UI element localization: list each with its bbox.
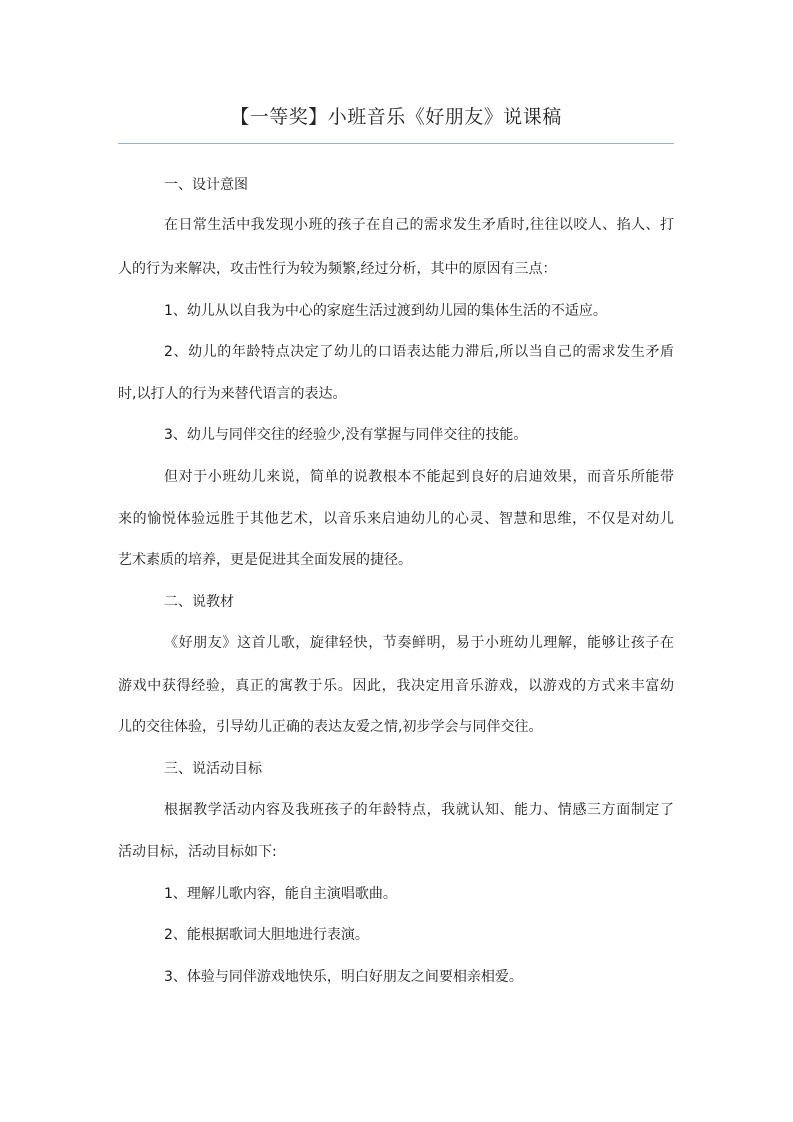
section-heading-activity-goals: 三、说活动目标 <box>164 761 262 777</box>
list-item: 2、能根据歌词大胆地进行表演。 <box>164 927 369 943</box>
paragraph-line: 来的愉悦体验远胜于其他艺术，以音乐来启迪幼儿的心灵、智慧和思维，不仅是对幼儿 <box>118 511 674 527</box>
list-item: 3、幼儿与同伴交往的经验少,没有掌握与同伴交往的技能。 <box>164 427 528 443</box>
paragraph-line: 《好朋友》这首儿歌，旋律轻快，节奏鲜明，易于小班幼儿理解，能够让孩子在 <box>164 635 674 651</box>
paragraph-line: 根据教学活动内容及我班孩子的年龄特点，我就认知、能力、情感三方面制定了 <box>164 802 674 818</box>
document-title: 【一等奖】小班音乐《好朋友》说课稿 <box>230 106 562 128</box>
list-item: 2、幼儿的年龄特点决定了幼儿的口语表达能力滞后,所以当自己的需求发生矛盾 <box>164 344 674 360</box>
list-item: 1、理解儿歌内容，能自主演唱歌曲。 <box>164 886 397 902</box>
list-item: 1、幼儿从以自我为中心的家庭生活过渡到幼儿园的集体生活的不适应。 <box>164 303 607 319</box>
paragraph-line: 活动目标，活动目标如下: <box>118 844 277 860</box>
list-item: 3、体验与同伴游戏地快乐，明白好朋友之间要相亲相爱。 <box>164 969 523 985</box>
paragraph-line: 儿的交往体验，引导幼儿正确的表达友爱之情,初步学会与同伴交往。 <box>118 719 543 735</box>
paragraph-line: 艺术素质的培养，更是促进其全面发展的捷径。 <box>118 552 412 568</box>
paragraph-line: 游戏中获得经验，真正的寓教于乐。因此，我决定用音乐游戏，以游戏的方式来丰富幼 <box>118 678 674 694</box>
section-heading-teaching-material: 二、说教材 <box>164 594 234 610</box>
paragraph-line: 人的行为来解决，攻击性行为较为频繁,经过分析，其中的原因有三点： <box>118 261 557 277</box>
section-heading-design-intent: 一、设计意图 <box>164 177 248 193</box>
paragraph-line: 时,以打人的行为来替代语言的表达。 <box>118 386 347 402</box>
title-divider <box>118 143 674 144</box>
paragraph-line: 在日常生活中我发现小班的孩子在自己的需求发生矛盾时,往往以咬人、掐人、打 <box>164 217 674 233</box>
paragraph-line: 但对于小班幼儿来说，简单的说教根本不能起到良好的启迪效果，而音乐所能带 <box>164 469 674 485</box>
